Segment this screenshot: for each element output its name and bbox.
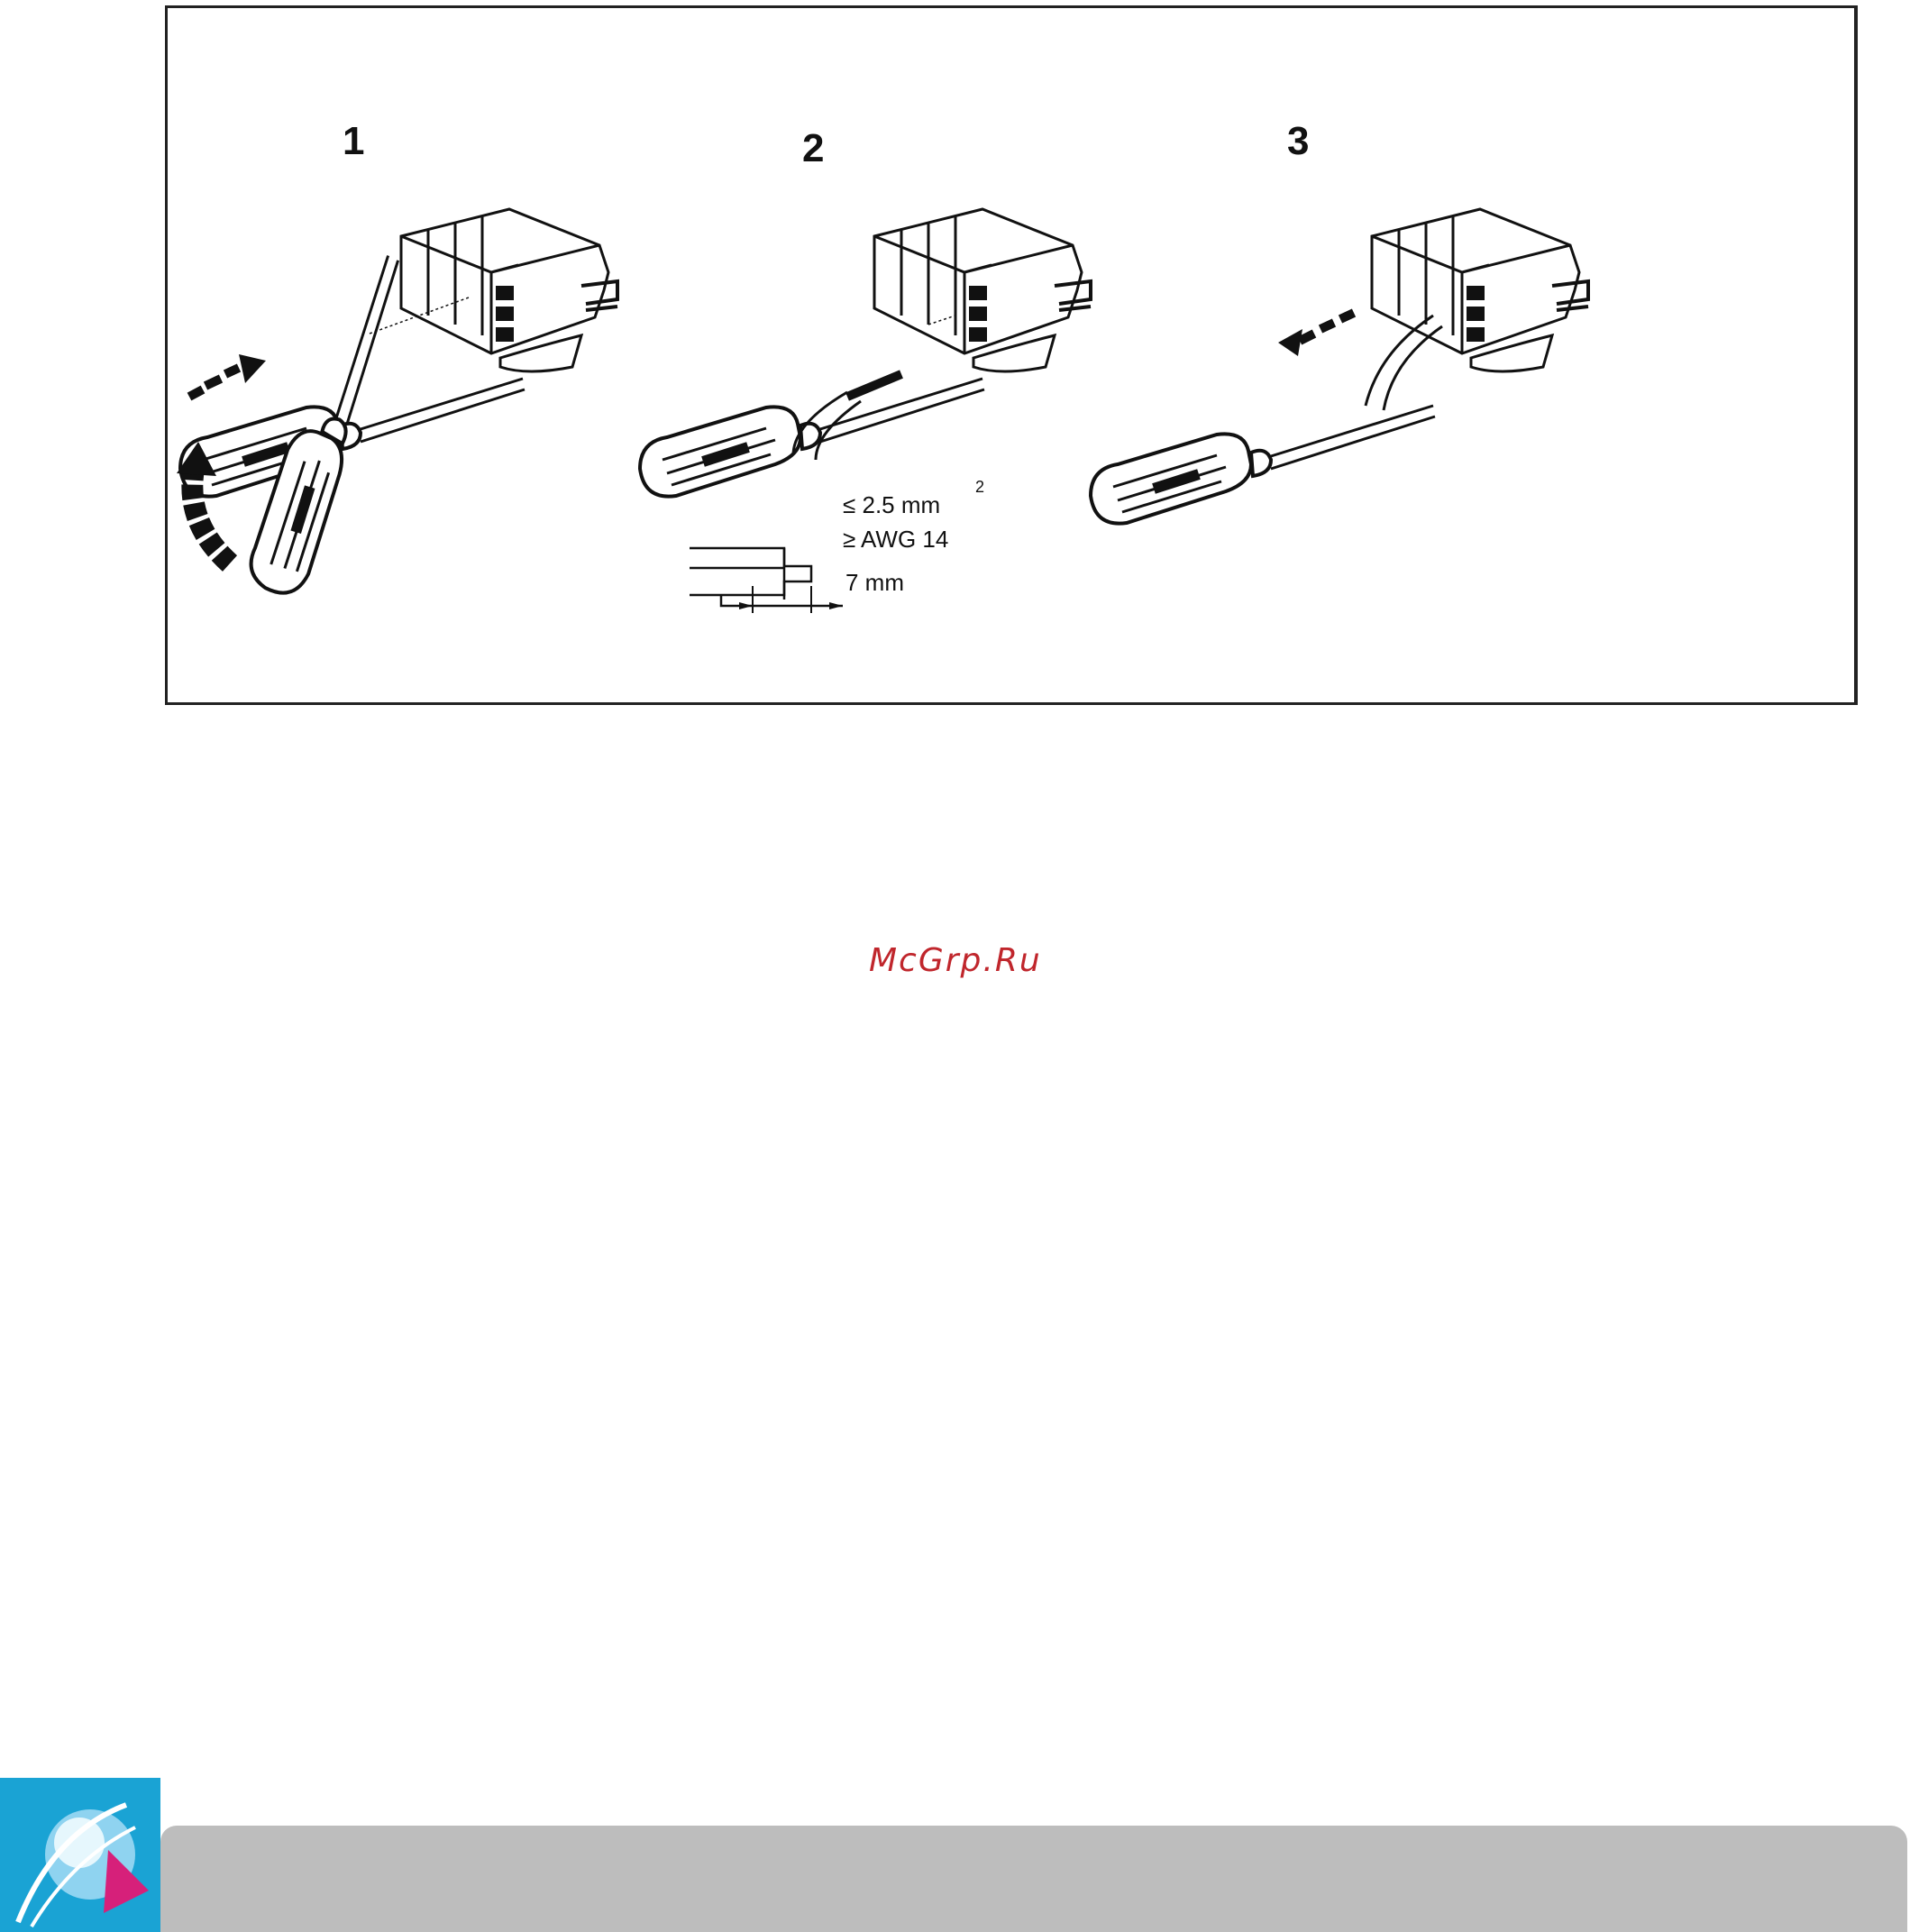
step-2-label: 2 [802,126,825,170]
wiring-illustration [0,0,1910,721]
wire-cross-section-superscript: 2 [975,478,985,496]
footer-bar [160,1826,1907,1932]
step-3-label: 3 [1287,119,1310,163]
watermark-text: McGrp.Ru [869,942,1042,979]
wire-cross-section-label: ≤ 2.5 mm [843,491,941,518]
brand-logo-icon [0,1778,160,1932]
step-1-label: 1 [343,119,365,163]
wire-gauge-label: ≥ AWG 14 [843,526,949,553]
strip-length-label: 7 mm [845,569,904,596]
